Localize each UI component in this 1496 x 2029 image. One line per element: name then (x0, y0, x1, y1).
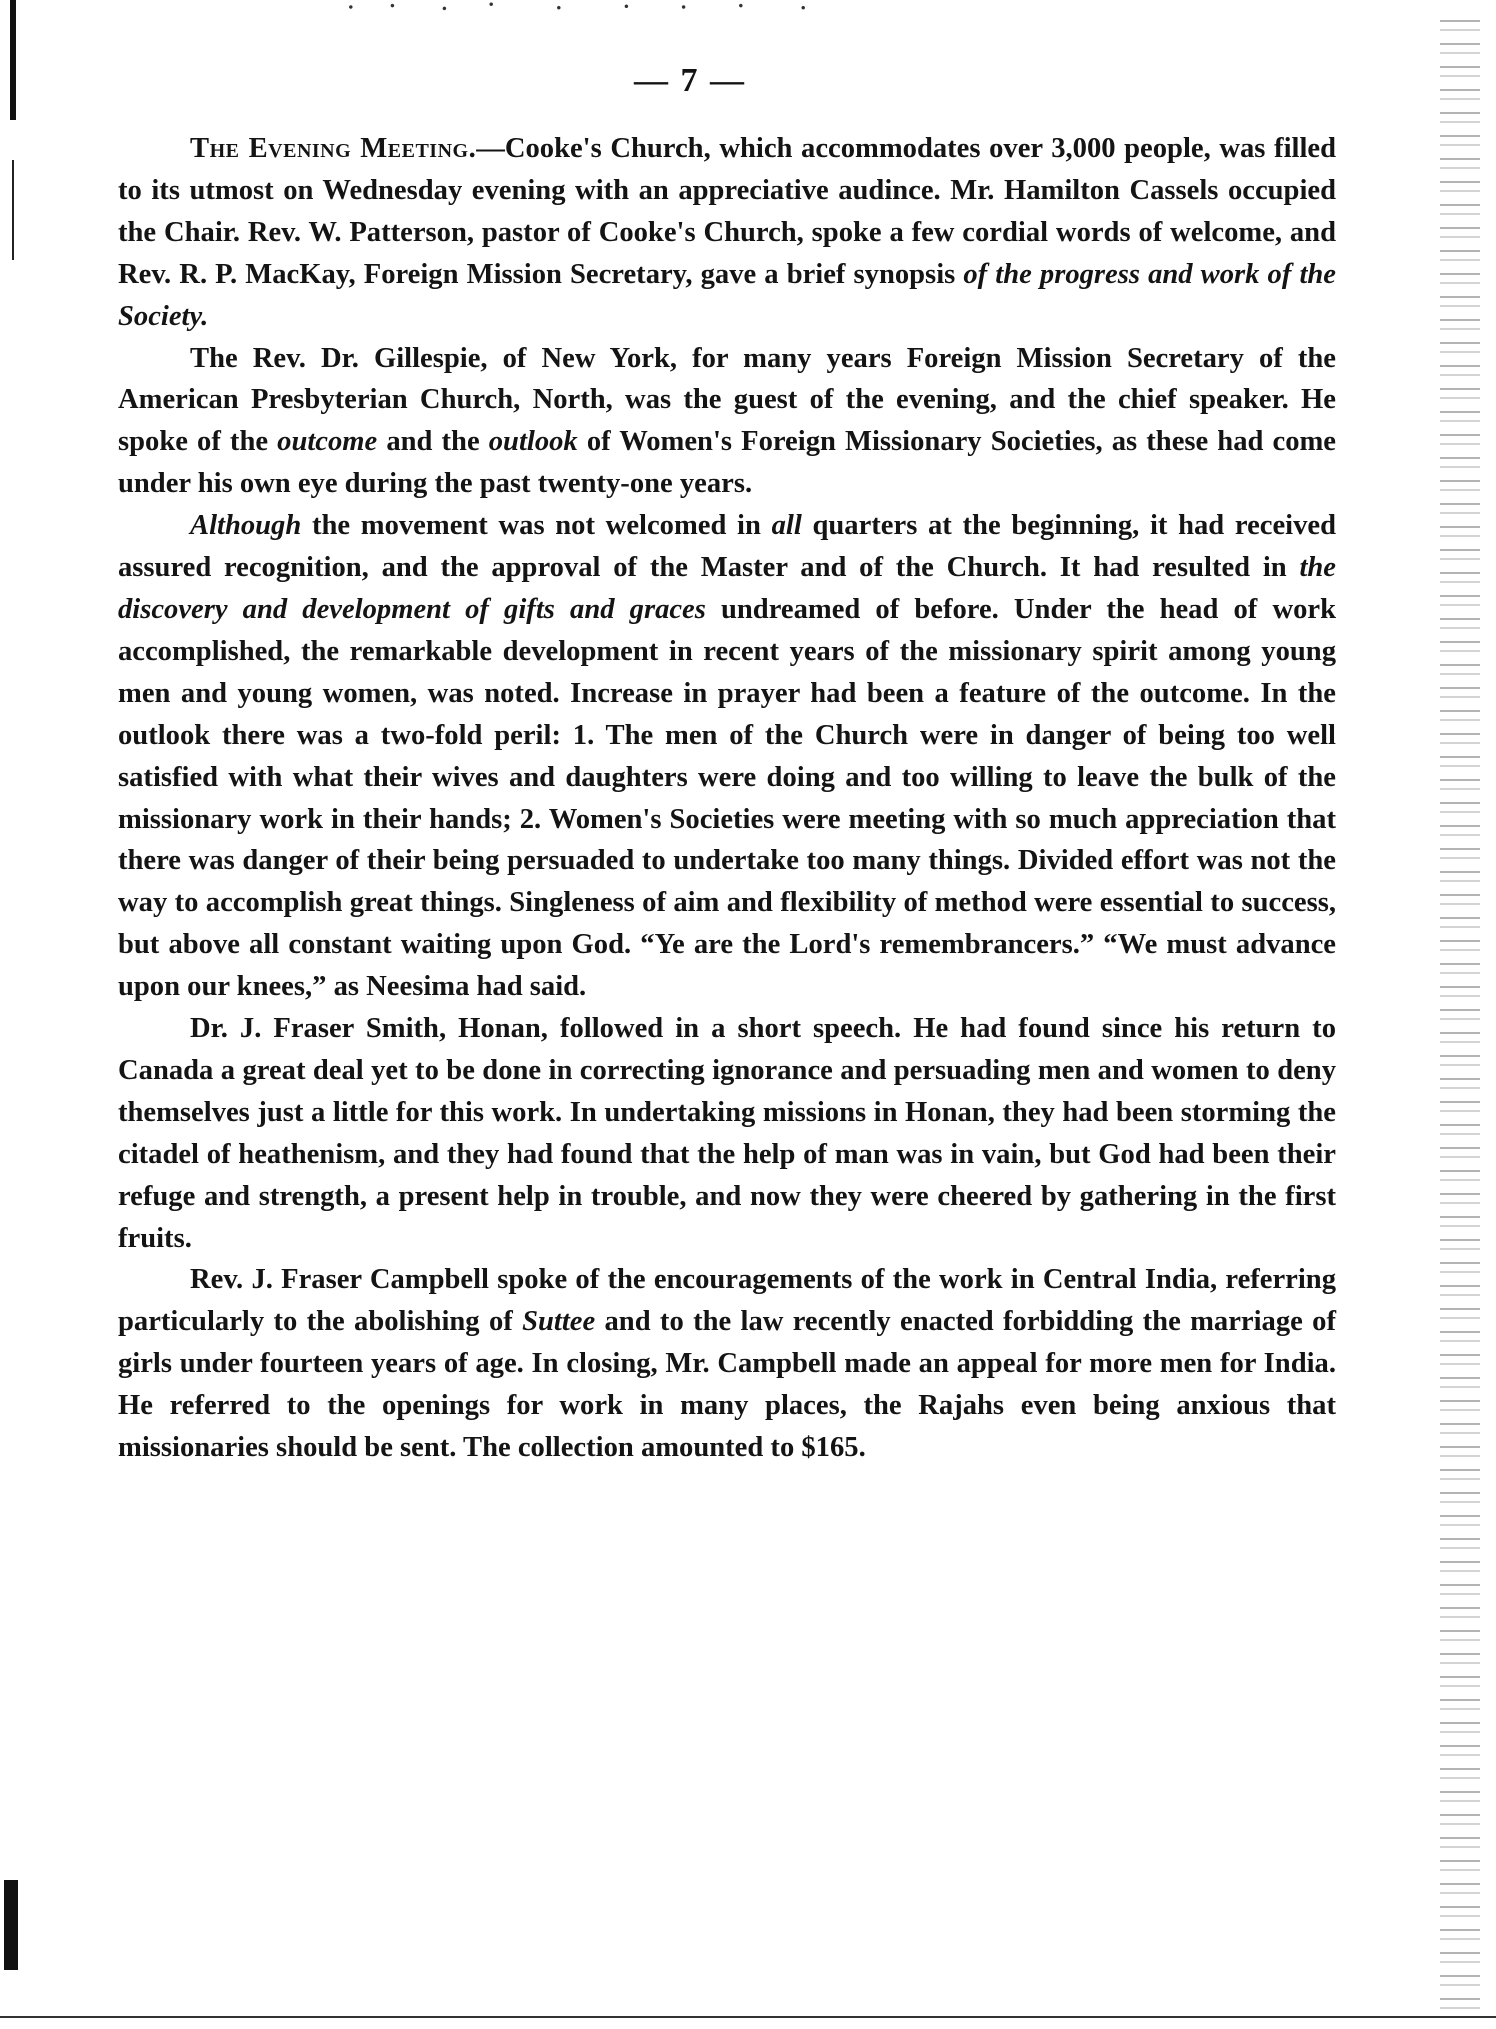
scan-noise-top (330, 0, 850, 14)
paragraph-evening-meeting (118, 128, 1336, 338)
paragraph-text: nce. Mr. Hamilton Cassels occupied the Chair. Rev. W. Patterson, pastor of Cooke's Church, spoke a few cordial words of welcome, and Rev. R. P. MacKay, Foreign Mission Secretary, gave a brief synopsis (118, 174, 1336, 290)
paragraph-italic: of the progress and work of the Society. (118, 258, 1336, 332)
paragraph-italic: outcome (277, 426, 378, 458)
paragraph-italic: outlook (488, 426, 578, 458)
paragraph-italic: the discovery and development of gifts and graces (118, 552, 1336, 625)
paragraph-italic: all (771, 510, 802, 542)
scan-bottom-edge (0, 2016, 1496, 2018)
scan-edge-mark (10, 0, 16, 120)
paragraph-text: The Rev. Dr. Gillespie, of New York, for many years Foreign Mission Secretary of the American Presbyterian Church, North, was the guest of the evening, and the chief speaker. He spoke of the (118, 342, 1336, 458)
scan-noise-right (1440, 20, 1480, 2010)
paragraph-italic: Although (190, 510, 302, 542)
paragraph-fraser-campbell (118, 1259, 1336, 1469)
paragraph-gillespie (118, 338, 1336, 506)
scan-edge-mark (4, 1880, 18, 1970)
paragraph-text: undreamed of before. Under the head of work accomplished, the remarkable development in recent years of the missionary spirit among young men and young women, was noted. Increase in prayer had been a feature of the outcome. In the outlook there was a two-fold peril: 1. The men of the Church were in danger of being too well satisfied with what their wives and daughters were doing and too willing to leave the bulk of the missionary work in their hands; 2. Women's Societies were meeting with so much appreciation that there was danger of their being persuaded to undertake too many things. Divided effort was not the way to accomplish great things. Singleness of aim and flexibility of method were essential to success, but above all constant waiting upon God. “Ye are the Lord's remembrancers.” “We must advance upon our knees,” as Neesima had said. (118, 593, 1336, 1003)
paragraph-fraser-smith (118, 1008, 1336, 1259)
paragraph-text: Rev. J. Fraser Campbell spoke of the encouragements of the work in Central India, referring particularly to the abolishing of (118, 1264, 1336, 1338)
page-number: — 7 — (634, 62, 746, 99)
scan-edge-mark (12, 160, 14, 260)
paragraph-text: the movement was not welcomed in (301, 510, 772, 542)
section-heading: The Evening Meeting. (190, 133, 477, 164)
paragraph-italic: Suttee (522, 1306, 596, 1338)
paragraph-text: and to the law recently enacted forbidding the marriage of girls under fourteen years of age. In closing, Mr. Campbell made an appeal for more men for India. He referred to the openings for work in many places, the Rajahs even being anxious that missionaries should be sent. The collection amounted to $165. (118, 1306, 1336, 1464)
paragraph-text: quarters at the beginning, it had received assured recognition, and the approval of the Master and of the Church. It had resulted in (118, 510, 1336, 584)
article-body (118, 128, 1336, 1469)
paragraph-movement (118, 505, 1336, 1008)
paragraph-text: of Women's Foreign Missionary Societies, as these had come under his own eye during the past twenty-one years. (118, 426, 1336, 500)
paragraph-text: and the (377, 426, 489, 458)
paragraph-text: —Cooke's Church, which accommodates over 3,000 people, was filled to its utmost on Wednesday evening with an appreciative audi (118, 133, 1336, 206)
paragraph-text: Dr. J. Fraser Smith, Honan, followed in a short speech. He had found since his return to Canada a great deal yet to be done in correcting ignorance and persuading men and women to deny themselves just a little for this work. In undertaking missions in Honan, they had been storming the citadel of heathenism, and they had found that the help of man was in vain, but God had been their refuge and strength, a present help in trouble, and now they were cheered by gathering in the first fruits. (118, 1013, 1336, 1254)
